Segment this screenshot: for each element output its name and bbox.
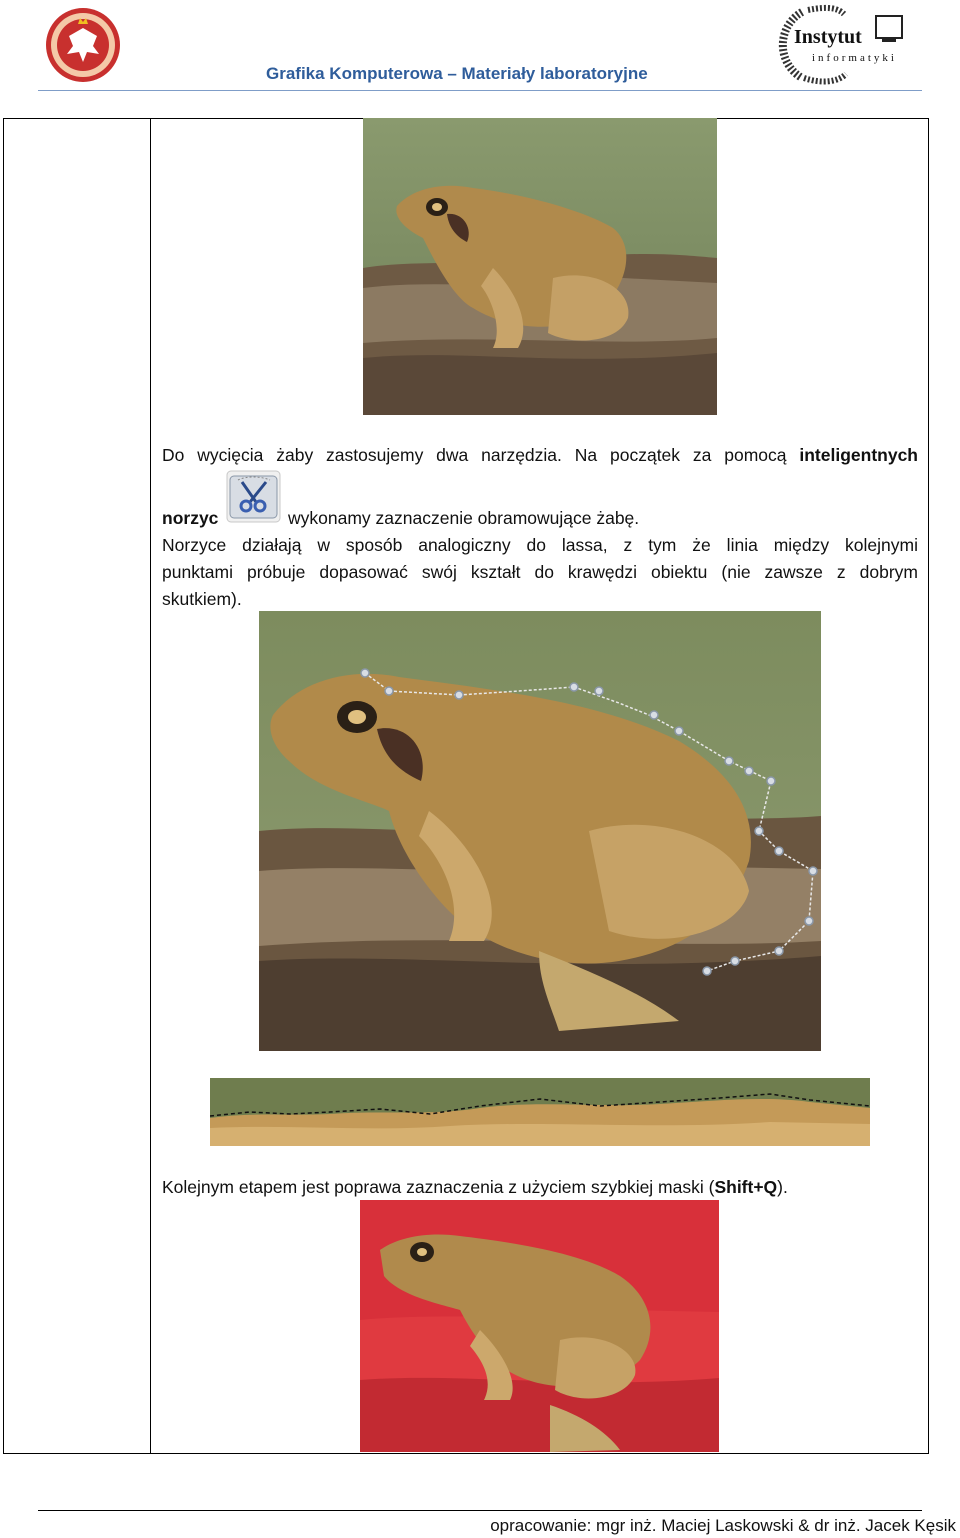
intro-line3: Norzyce działają w sposób analogiczny do lassa, z tym że linia między kolejnymi <box>162 535 918 555</box>
intro-text: Do wycięcia żaby zastosujemy dwa narzędzia. Na początek za pomocą <box>162 445 800 465</box>
institute-logo <box>768 4 918 86</box>
quickmask-text: Kolejnym etapem jest poprawa zaznaczenia z użyciem szybkiej maski ( <box>162 1177 715 1197</box>
intro-bold-intelligent: inteligentnych <box>799 445 918 465</box>
paragraph-intro-line4 <box>162 559 918 586</box>
header-title: Grafika Komputerowa – Materiały laboratoryjne <box>266 64 648 83</box>
paragraph-intro-line1 <box>162 442 918 469</box>
institute-sub: informatyki <box>812 52 897 64</box>
paragraph-intro-line2-rest <box>288 505 639 532</box>
quickmask-shortcut: Shift+Q <box>714 1177 778 1197</box>
intro-line4: punktami próbuje dopasować swój kształt do krawędzi obiektu (nie zawsze z dobrym <box>162 562 918 582</box>
paragraph-intro-line3 <box>162 532 918 559</box>
frog-photo-scissors-selection <box>259 611 821 1051</box>
intro-bold-scissors: norzyc <box>162 508 219 528</box>
institute-word: Instytut <box>794 26 862 48</box>
intelligent-scissors-icon <box>226 470 281 523</box>
university-logo <box>42 6 124 84</box>
footer-credits: opracowanie: mgr inż. Maciej Laskowski & dr inż. Jacek Kęsik <box>490 1516 956 1535</box>
intro-text-2: wykonamy zaznaczenie obramowujące żabę. <box>288 508 640 528</box>
selection-edge-zoom <box>210 1078 870 1146</box>
intro-line5: skutkiem). <box>162 589 242 609</box>
header-rule <box>38 90 922 91</box>
frog-photo-original <box>363 118 717 415</box>
footer-rule <box>38 1510 922 1511</box>
paragraph-intro-line5 <box>162 586 918 613</box>
quickmask-text-end: ). <box>777 1177 788 1197</box>
paragraph-quickmask <box>162 1174 788 1201</box>
table-column-separator <box>150 118 151 1454</box>
frog-photo-quick-mask <box>360 1200 719 1452</box>
